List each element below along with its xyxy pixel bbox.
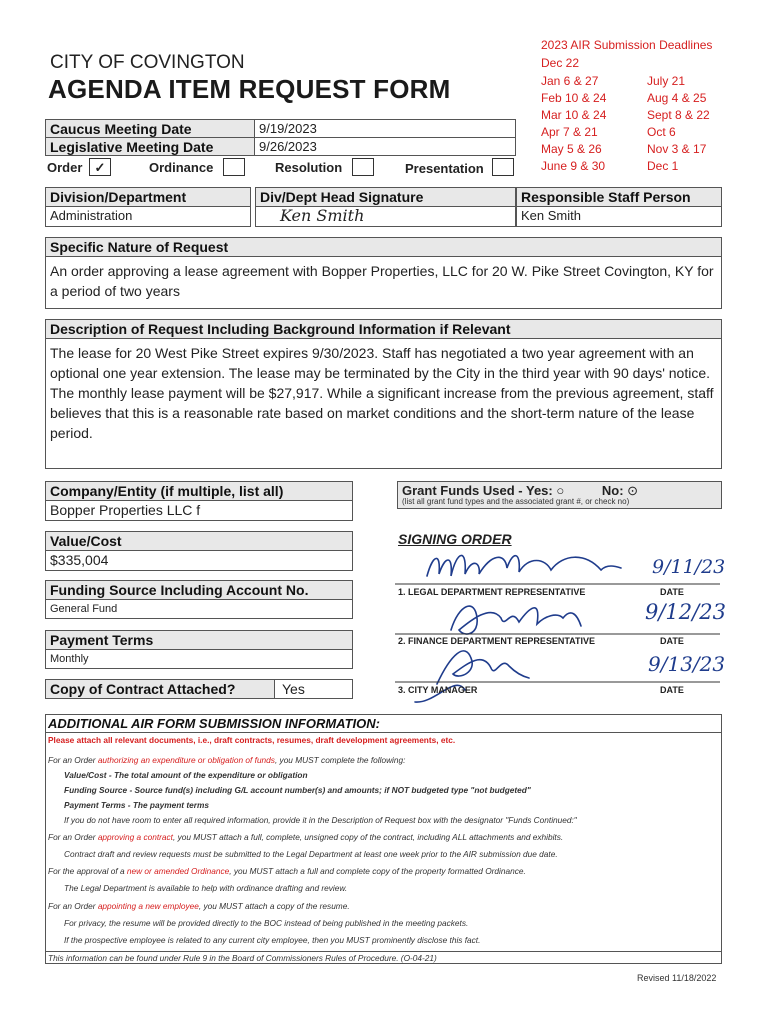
presentation-label: Presentation [405, 161, 484, 176]
deadline-item: Sept 8 & 22 [647, 108, 710, 122]
ordinance-label: Ordinance [149, 160, 214, 175]
p1-a: For an Order [48, 755, 98, 765]
deadline-item: Dec 1 [647, 159, 679, 173]
deadline-item: Apr 7 & 21 [541, 125, 598, 139]
division-label: Division/Department [45, 187, 251, 207]
staff-person-label: Responsible Staff Person [516, 187, 722, 207]
city-manager-label: 3. CITY MANAGER [398, 685, 478, 695]
order-label: Order [47, 160, 83, 175]
nature-label: Specific Nature of Request [46, 238, 721, 257]
rule-reference: This information can be found under Rule 9 in the Board of Commissioners Rules of Procedure. (O-04-21) [48, 953, 437, 963]
p1-l2: Funding Source - Source fund(s) including G/L account number(s) and amounts; if NOT budgeted type "not budgeted" [64, 785, 531, 795]
caucus-date-label: Caucus Meeting Date [45, 119, 255, 138]
signing-order-title: SIGNING ORDER [398, 531, 512, 547]
value-cost-label: Value/Cost [45, 531, 353, 551]
p3-b: , you MUST attach a full and complete copy of the property formatted Ordinance. [229, 866, 526, 876]
p1-l3: Payment Terms - The payment terms [64, 800, 209, 810]
p3-red: new or amended Ordinance [126, 866, 230, 876]
revised-date: Revised 11/18/2022 [637, 973, 717, 983]
deadline-item: Feb 10 & 24 [541, 91, 607, 105]
finance-date-label: DATE [660, 636, 684, 646]
deadline-item: July 21 [647, 74, 686, 88]
deadline-item: Oct 6 [647, 125, 676, 139]
p2-l1: Contract draft and review requests must be submitted to the Legal Department at least one week prior to the AIR submission due date. [64, 849, 558, 859]
grant-no-label: No: [601, 483, 624, 498]
legal-signature [427, 555, 621, 576]
legal-date-label: DATE [660, 587, 684, 597]
payment-terms-label: Payment Terms [45, 630, 353, 650]
contract-attached-field[interactable]: Yes [274, 679, 353, 699]
grant-yes-radio[interactable]: ○ [556, 483, 565, 498]
grant-no-radio[interactable]: ⊙ [627, 483, 639, 498]
order-checkbox[interactable]: ✓ [89, 158, 111, 176]
deadline-item: June 9 & 30 [541, 159, 606, 173]
deadline-first: Dec 22 [541, 56, 580, 70]
company-field[interactable]: Bopper Properties LLC f [45, 500, 353, 521]
contract-attached-label: Copy of Contract Attached? [45, 679, 275, 699]
deadlines-title: 2023 AIR Submission Deadlines [541, 38, 713, 52]
deadlines-col-1 [541, 73, 606, 175]
nature-text[interactable]: An order approving a lease agreement with Bopper Properties, LLC for 20 W. Pike Street Covington, KY for a period of two years [50, 263, 714, 299]
staff-person-field[interactable]: Ken Smith [516, 206, 722, 227]
resolution-checkbox[interactable] [352, 158, 374, 176]
additional-info-box [45, 714, 722, 964]
deadlines-col-2 [647, 73, 710, 175]
funding-source-field[interactable]: General Fund [45, 599, 353, 619]
grant-funds-label: Grant Funds Used - Yes: [402, 483, 553, 498]
p2-b: , you MUST attach a full, complete, unsigned copy of the contract, including ALL attachments and exhibits. [173, 832, 564, 842]
nature-box [45, 237, 722, 309]
city-date-handwritten: 9/13/23 [648, 652, 726, 676]
description-text[interactable]: The lease for 20 West Pike Street expires 9/30/2023. Staff has negotiated a two year agreement with an optional one year extension. The lease may be terminated by the City in the third year with 90 days' notice. The monthly lease payment will be $27,917. While a significant increase from the previous agreement, staff believes that this is a reasonable rate based on market conditions and the short-term nature of the lease period. [50, 345, 714, 441]
deadline-item: May 5 & 26 [541, 142, 602, 156]
additional-info-title: ADDITIONAL AIR FORM SUBMISSION INFORMATION: [48, 716, 380, 731]
presentation-checkbox[interactable] [492, 158, 514, 176]
employee-block [48, 901, 718, 946]
funding-source-label: Funding Source Including Account No. [45, 580, 353, 600]
expenditure-block [48, 755, 718, 826]
form-title: AGENDA ITEM REQUEST FORM [48, 74, 451, 104]
p3-l1: The Legal Department is available to help with ordinance drafting and review. [64, 883, 348, 893]
rule-divider [46, 951, 721, 952]
ordinance-block [48, 866, 718, 894]
p1-red: authorizing an expenditure or obligation of funds [97, 755, 275, 765]
head-signature-field[interactable]: Ken Smith [255, 206, 516, 227]
p4-a: For an Order [48, 901, 98, 911]
legislative-date-label: Legislative Meeting Date [45, 137, 255, 156]
value-cost-field[interactable]: $335,004 [45, 550, 353, 571]
legislative-date-field[interactable]: 9/26/2023 [254, 137, 516, 156]
p3-a: For the approval of a [48, 866, 127, 876]
deadline-item: Jan 6 & 27 [541, 74, 599, 88]
grant-funds-box [397, 481, 722, 509]
description-label: Description of Request Including Background Information if Relevant [46, 320, 721, 339]
payment-terms-field[interactable]: Monthly [45, 649, 353, 669]
p4-l2: If the prospective employee is related to any current city employee, then you MUST prominently disclose this fact. [64, 935, 481, 945]
submission-deadlines [541, 38, 751, 178]
attach-notice: Please attach all relevant documents, i.e., draft contracts, resumes, draft development agreements, etc. [48, 735, 456, 745]
finance-rep-label: 2. FINANCE DEPARTMENT REPRESENTATIVE [398, 636, 596, 646]
head-signature-label: Div/Dept Head Signature [255, 187, 516, 207]
ordinance-checkbox[interactable] [223, 158, 245, 176]
p4-red: appointing a new employee [97, 901, 199, 911]
company-label: Company/Entity (if multiple, list all) [45, 481, 353, 501]
p2-a: For an Order [48, 832, 98, 842]
item-type-row [45, 158, 520, 180]
resolution-label: Resolution [275, 160, 343, 175]
legal-rep-label: 1. LEGAL DEPARTMENT REPRESENTATIVE [398, 587, 586, 597]
p1-l4: If you do not have room to enter all required information, provide it in the Description of Request box with the designator "Funds Continued:" [64, 815, 577, 825]
p4-b: , you MUST attach a copy of the resume. [198, 901, 350, 911]
city-name: CITY OF COVINGTON [50, 52, 245, 73]
deadline-item: Aug 4 & 25 [647, 91, 707, 105]
additional-divider [46, 732, 721, 733]
deadline-item: Mar 10 & 24 [541, 108, 607, 122]
finance-signature [451, 606, 581, 634]
contract-block [48, 832, 718, 860]
grant-note: (list all grant fund types and the associated grant #, or check no) [402, 497, 630, 506]
caucus-date-field[interactable]: 9/19/2023 [254, 119, 516, 138]
description-box [45, 319, 722, 469]
finance-date-handwritten: 9/12/23 [645, 600, 726, 624]
legal-date-handwritten: 9/11/23 [652, 556, 726, 578]
p2-red: approving a contract [97, 832, 173, 842]
p1-l1: Value/Cost - The total amount of the expenditure or obligation [64, 770, 308, 780]
division-field[interactable]: Administration [45, 206, 251, 227]
p1-b: , you MUST complete the following: [274, 755, 406, 765]
city-date-label: DATE [660, 685, 684, 695]
deadline-item: Nov 3 & 17 [647, 142, 707, 156]
p4-l1: For privacy, the resume will be provided directly to the BOC instead of being published in the meeting packets. [64, 918, 469, 928]
